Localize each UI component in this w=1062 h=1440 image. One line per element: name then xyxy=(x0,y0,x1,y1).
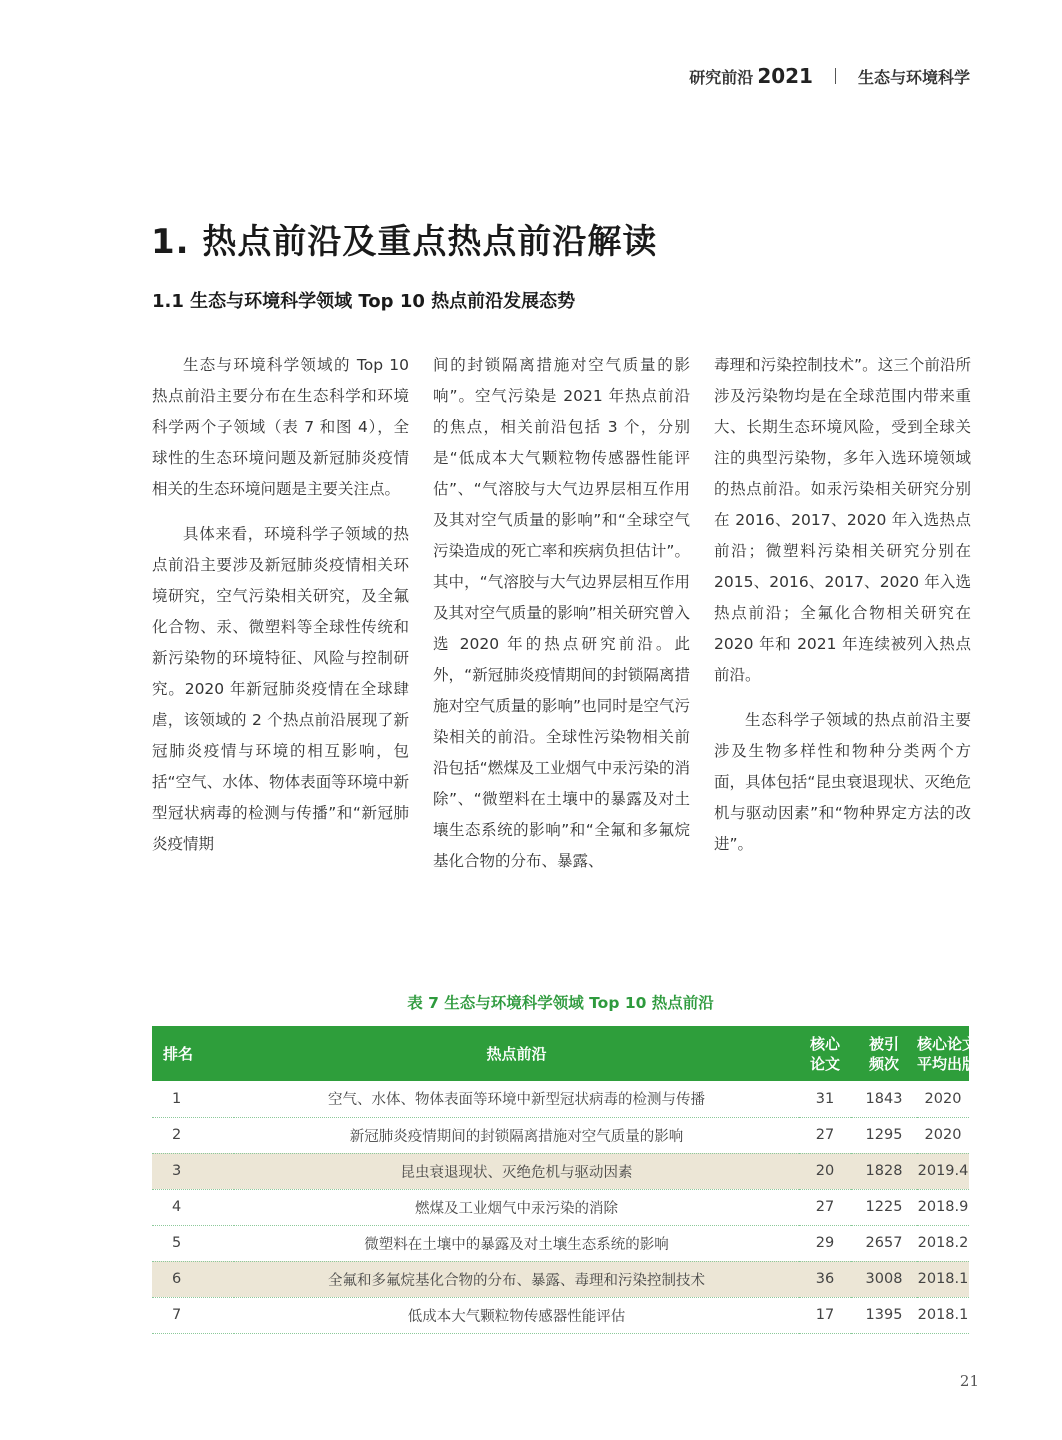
cell-citations: 1395 xyxy=(865,1307,903,1323)
header-year: 2021 xyxy=(757,64,813,88)
cell-core-papers: 27 xyxy=(815,1127,835,1143)
cell-front: 新冠肺炎疫情期间的封锁隔离措施对空气质量的影响 xyxy=(349,1128,684,1145)
hot-fronts-table xyxy=(152,1026,993,1334)
table-row xyxy=(152,1081,969,1117)
header-divider xyxy=(835,68,836,84)
cell-core-papers: 27 xyxy=(815,1199,835,1215)
table-header-row xyxy=(152,1026,969,1081)
col-header-core-papers: 核心 论文 xyxy=(809,1034,840,1073)
text-column-2 xyxy=(433,350,690,877)
col-header-rank: 排名 xyxy=(163,1044,194,1063)
header-series: 研究前沿 xyxy=(689,68,754,87)
cell-avg-year: 2018.1 xyxy=(917,1271,969,1287)
cell-citations: 1843 xyxy=(865,1090,903,1107)
cell-front: 空气、水体、物体表面等环境中新型冠状病毒的检测与传播 xyxy=(328,1092,705,1109)
section-heading: 1. 热点前沿及重点热点前沿解读 xyxy=(151,222,658,262)
header-field: 生态与环境科学 xyxy=(857,68,970,87)
table-row xyxy=(152,1153,969,1189)
cell-avg-year: 2020 xyxy=(924,1127,962,1143)
cell-avg-year: 2020 xyxy=(924,1090,962,1107)
cell-rank: 6 xyxy=(172,1271,182,1287)
cell-core-papers: 36 xyxy=(815,1271,835,1287)
table-row xyxy=(152,1189,969,1225)
cell-front: 昆虫衰退现状、灭绝危机与驱动因素 xyxy=(400,1164,633,1181)
cell-front: 低成本大气颗粒物传感器性能评估 xyxy=(407,1308,626,1325)
cell-rank: 5 xyxy=(172,1235,182,1251)
cell-citations: 1295 xyxy=(865,1127,903,1143)
paragraph: 间的封锁隔离措施对空气质量的影响”。空气污染是 2021 年热点前沿的焦点，相关前沿包括 3 个，分别是“低成本大气颗粒物传感器性能评估”、“气溶胶与大气边界层相互作用及其对空气质量的影响”和“全球空气污染造成的死亡率和疾病负担估计”。其中，“气溶胶与大气边界层相互作用及其对空气质量的影响”相关研究曾入选 2020 年的热点研究前沿。此外，“新冠肺炎疫情期间的封锁隔离措施对空气质量的影响”也同时是空气污染相关的前沿。全球性污染物相关前沿包括“燃煤及工业烟气中汞污染的消除”、“微塑料在土壤中的暴露及对土壤生态系统的影响”和“全氟和多氟烷基化合物的分布、暴露、 xyxy=(433,356,690,870)
cell-front: 燃煤及工业烟气中汞污染的消除 xyxy=(415,1200,618,1217)
table-row xyxy=(152,1117,969,1153)
running-header xyxy=(689,64,970,88)
cell-avg-year: 2019.4 xyxy=(917,1163,969,1179)
paragraph: 生态与环境科学领域的 Top 10 热点前沿主要分布在生态科学和环境科学两个子领域（表 7 和图 4），全球性的生态环境问题及新冠肺炎疫情相关的生态环境问题是主要关注点。 xyxy=(152,356,409,498)
cell-citations: 3008 xyxy=(865,1271,903,1287)
cell-rank: 4 xyxy=(172,1199,182,1215)
cell-avg-year: 2018.2 xyxy=(917,1235,969,1251)
cell-rank: 3 xyxy=(172,1163,182,1179)
cell-front: 全氟和多氟烷基化合物的分布、暴露、毒理和污染控制技术 xyxy=(328,1272,705,1289)
paragraph: 具体来看，环境科学子领域的热点前沿主要涉及新冠肺炎疫情相关环境研究，空气污染相关研究，及全氟化合物、汞、微塑料等全球性传统和新污染物的环境特征、风险与控制研究。2020 年新冠肺炎疫情在全球肆虐，该领域的 2 个热点前沿展现了新冠肺炎疫情与环境的相互影响，包括“空气、水体、物体表面等环境中新型冠状病毒的检测与传播”和“新冠肺炎疫情期 xyxy=(152,525,409,853)
col-header-avg-year: 核心论文 平均出版年 xyxy=(917,1034,993,1073)
table-row xyxy=(152,1261,969,1297)
page-number: 21 xyxy=(959,1372,979,1390)
cell-citations: 1828 xyxy=(865,1163,903,1179)
col-header-citations: 被引 频次 xyxy=(868,1034,899,1073)
table-row xyxy=(152,1297,969,1333)
cell-core-papers: 20 xyxy=(815,1163,835,1179)
cell-rank: 2 xyxy=(172,1127,182,1143)
subsection-heading: 1.1 生态与环境科学领域 Top 10 热点前沿发展态势 xyxy=(152,291,576,312)
cell-core-papers: 31 xyxy=(815,1090,835,1107)
cell-core-papers: 17 xyxy=(815,1307,835,1323)
col-header-front: 热点前沿 xyxy=(486,1044,547,1063)
cell-rank: 1 xyxy=(172,1090,182,1107)
cell-avg-year: 2018.1 xyxy=(917,1307,969,1323)
paragraph: 生态科学子领域的热点前沿主要涉及生物多样性和物种分类两个方面，具体包括“昆虫衰退现状、灭绝危机与驱动因素”和“物种界定方法的改进”。 xyxy=(714,711,971,853)
paragraph: 毒理和污染控制技术”。这三个前沿所涉及污染物均是在全球范围内带来重大、长期生态环境风险，受到全球关注的典型污染物，多年入选环境领域的热点前沿。如汞污染相关研究分别在 2016、2017、2020 年入选热点前沿；微塑料污染相关研究分别在 2015、2016、2017、2020 年入选热点前沿；全氟化合物相关研究在 2020 年和 2021 年连续被列入热点前沿。 xyxy=(714,356,971,684)
table-caption: 表 7 生态与环境科学领域 Top 10 热点前沿 xyxy=(407,994,714,1012)
cell-core-papers: 29 xyxy=(815,1235,835,1251)
cell-rank: 7 xyxy=(172,1307,182,1323)
text-column-3 xyxy=(714,350,971,860)
cell-citations: 2657 xyxy=(865,1235,903,1251)
table-row xyxy=(152,1225,969,1261)
text-column-1 xyxy=(152,350,409,860)
cell-citations: 1225 xyxy=(865,1199,903,1215)
cell-avg-year: 2018.9 xyxy=(917,1199,969,1215)
cell-front: 微塑料在土壤中的暴露及对土壤生态系统的影响 xyxy=(364,1236,669,1253)
